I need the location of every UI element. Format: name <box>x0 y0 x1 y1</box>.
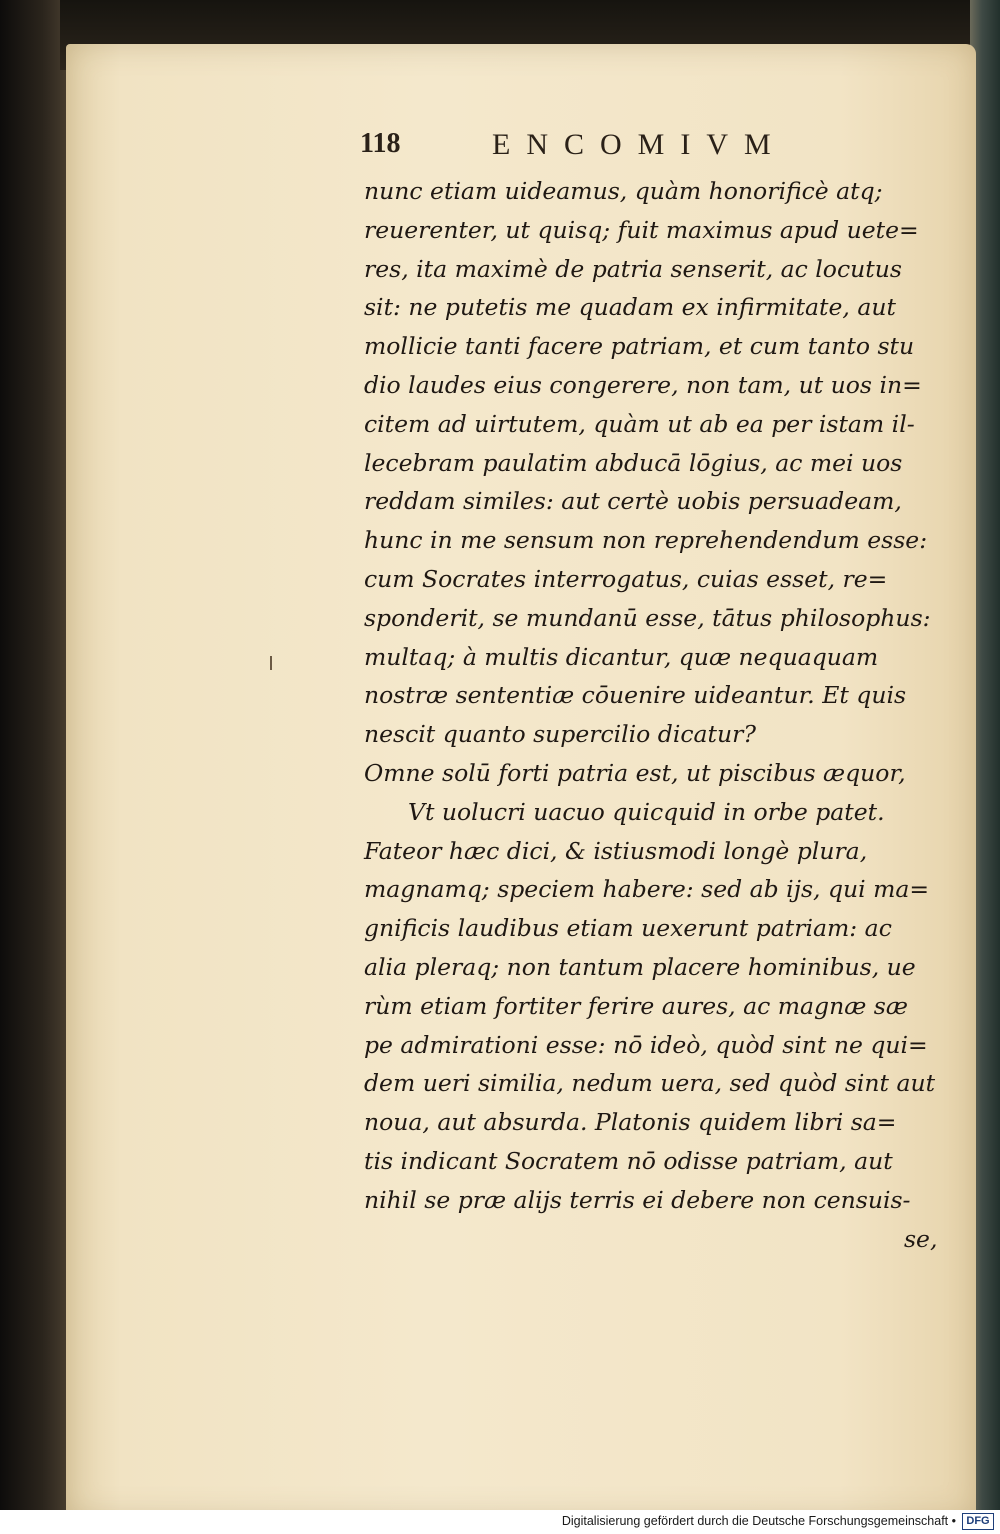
text-line: dem ueri similia, nedum uera, sed quòd sint aut <box>364 1069 936 1098</box>
digitization-footer <box>0 1510 1000 1534</box>
text-line: nescit quanto supercilio dicatur? <box>364 720 756 749</box>
text-line: reddam similes: aut certè uobis persuadeam, <box>364 487 902 516</box>
footer-credit: Digitalisierung gefördert durch die Deutsche Forschungsgemeinschaft • <box>561 1514 956 1528</box>
text-line: magnamq; speciem habere: sed ab ijs, qui ma= <box>364 875 930 904</box>
book-binding-left <box>0 0 70 1534</box>
text-line: lecebram paulatim abducā lōgius, ac mei uos <box>364 448 903 477</box>
text-line: sit: ne putetis me quadam ex infirmitate, aut <box>364 293 896 322</box>
verse-line: Vt uolucri uacuo quicquid in orbe patet. <box>408 797 885 826</box>
text-line: pe admirationi esse: nō ideò, quòd sint ne qui= <box>364 1030 928 1059</box>
text-line: hunc in me sensum non reprehendendum esse: <box>364 526 928 555</box>
text-line: alia pleraq; non tantum placere hominibus, ue <box>364 952 916 981</box>
text-line: gnificis laudibus etiam uexerunt patriam: ac <box>364 914 892 943</box>
text-line: res, ita maximè de patria senserit, ac locutus <box>364 254 902 283</box>
running-head: ENCOMIVM <box>492 128 787 161</box>
text-line: noua, aut absurda. Platonis quidem libri sa= <box>364 1108 897 1137</box>
catchword: se, <box>904 1224 938 1253</box>
text-line: cum Socrates interrogatus, cuias esset, re= <box>364 564 888 593</box>
margin-mark <box>270 656 272 670</box>
text-line: dio laudes eius congerere, non tam, ut uos in= <box>364 370 922 399</box>
text-line: nunc etiam uideamus, quàm honorificè atq; <box>364 177 883 205</box>
text-line: Fateor hæc dici, & istiusmodi longè plura, <box>364 836 868 865</box>
text-line: citem ad uirtutem, quàm ut ab ea per istam il- <box>364 409 915 438</box>
text-line: multaq; à multis dicantur, quæ nequaquam <box>364 642 879 671</box>
text-line: sponderit, se mundanū esse, tātus philosophus: <box>364 603 931 632</box>
text-line: rùm etiam fortiter ferire aures, ac magnæ sæ <box>364 991 908 1020</box>
text-line: mollicie tanti facere patriam, et cum tanto stu <box>364 332 915 361</box>
page-number: 118 <box>360 128 401 159</box>
body-text <box>364 172 944 1258</box>
dfg-logo: DFG <box>962 1513 994 1530</box>
text-line: nihil se præ alijs terris ei debere non censuis- <box>364 1185 911 1214</box>
text-line: tis indicant Socratem nō odisse patriam, aut <box>364 1146 893 1175</box>
verse-line: Omne solū forti patria est, ut piscibus æquor, <box>364 758 906 787</box>
text-line: nostræ sententiæ cōuenire uideantur. Et quis <box>364 681 907 710</box>
page-header <box>360 128 830 168</box>
text-line: reuerenter, ut quisq; fuit maximus apud uete= <box>364 215 919 244</box>
